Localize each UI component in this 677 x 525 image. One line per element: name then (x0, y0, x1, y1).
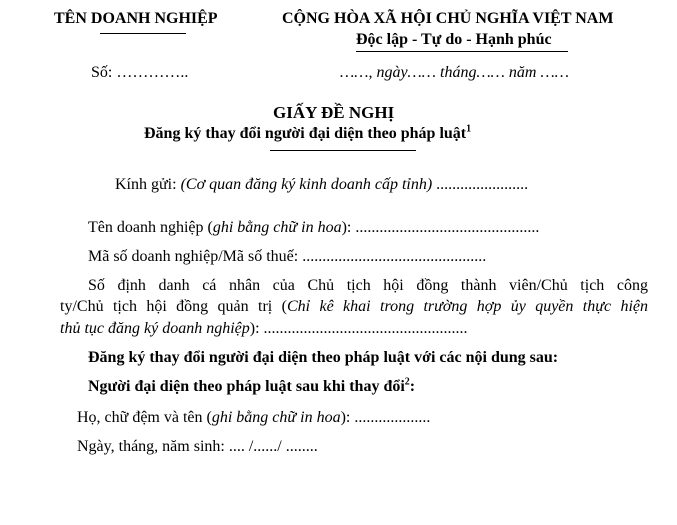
new-rep-text: Người đại diện theo pháp luật sau khi thay đổi (88, 378, 405, 395)
subtitle-text: Đăng ký thay đổi người đại diện theo pháp luật (144, 125, 467, 142)
id-paragraph-line-1: Số định danh cá nhân của Chủ tịch hội đồng thành viên/Chủ tịch công (88, 277, 648, 294)
date-of-birth-field: Ngày, tháng, năm sinh: .... /....../ ........ (77, 438, 318, 455)
id-line2-hint: Chỉ kê khai trong trường hợp ủy quyền thực hiện (286, 298, 648, 315)
id-line3-hint: thủ tục đăng ký doanh nghiệp (60, 320, 250, 337)
kinh-gui-line (115, 176, 528, 194)
company-underline (100, 33, 186, 34)
id-paragraph-line-2 (60, 298, 648, 316)
document-title: GIẤY ĐỀ NGHỊ (273, 103, 395, 122)
id-line3-dots: ): ................................................... (249, 320, 468, 337)
kinh-gui-hint: (Cơ quan đăng ký kinh doanh cấp tỉnh) (180, 176, 433, 193)
date-line: ……, ngày…… tháng…… năm …… (340, 64, 569, 81)
new-representative-heading (88, 378, 415, 396)
id-line2-text: ty/Chủ tịch hội đồng quản trị ( (60, 298, 287, 315)
id-paragraph-line-3 (60, 320, 468, 338)
document-subtitle (144, 125, 471, 143)
new-rep-colon: : (409, 378, 416, 395)
national-motto: Độc lập - Tự do - Hạnh phúc (356, 31, 552, 48)
kinh-gui-label: Kính gửi: (115, 176, 181, 193)
register-heading: Đăng ký thay đổi người đại diện theo pháp luật với các nội dung sau: (88, 349, 559, 366)
tax-code-field: Mã số doanh nghiệp/Mã số thuế: .............................................. (88, 248, 487, 265)
national-title: CỘNG HÒA XÃ HỘI CHỦ NGHĨA VIỆT NAM (282, 10, 614, 27)
document-number: Số: ………….. (91, 64, 189, 81)
motto-underline (356, 51, 568, 52)
new-rep-footnote: 2 (404, 376, 410, 388)
company-name-dots: ): .............................................. (341, 219, 540, 236)
full-name-field (77, 409, 430, 427)
kinh-gui-dots: ....................... (432, 176, 529, 193)
company-name-label: Tên doanh nghiệp ( (88, 219, 213, 236)
company-name-hint: ghi bằng chữ in hoa (212, 219, 342, 236)
company-name-header: TÊN DOANH NGHIỆP (54, 10, 218, 27)
subtitle-underline (270, 150, 416, 151)
company-name-field (88, 219, 539, 237)
full-name-hint: ghi bằng chữ in hoa (211, 409, 341, 426)
full-name-dots: ): ................... (340, 409, 431, 426)
full-name-label: Họ, chữ đệm và tên ( (77, 409, 212, 426)
subtitle-footnote: 1 (466, 123, 472, 135)
